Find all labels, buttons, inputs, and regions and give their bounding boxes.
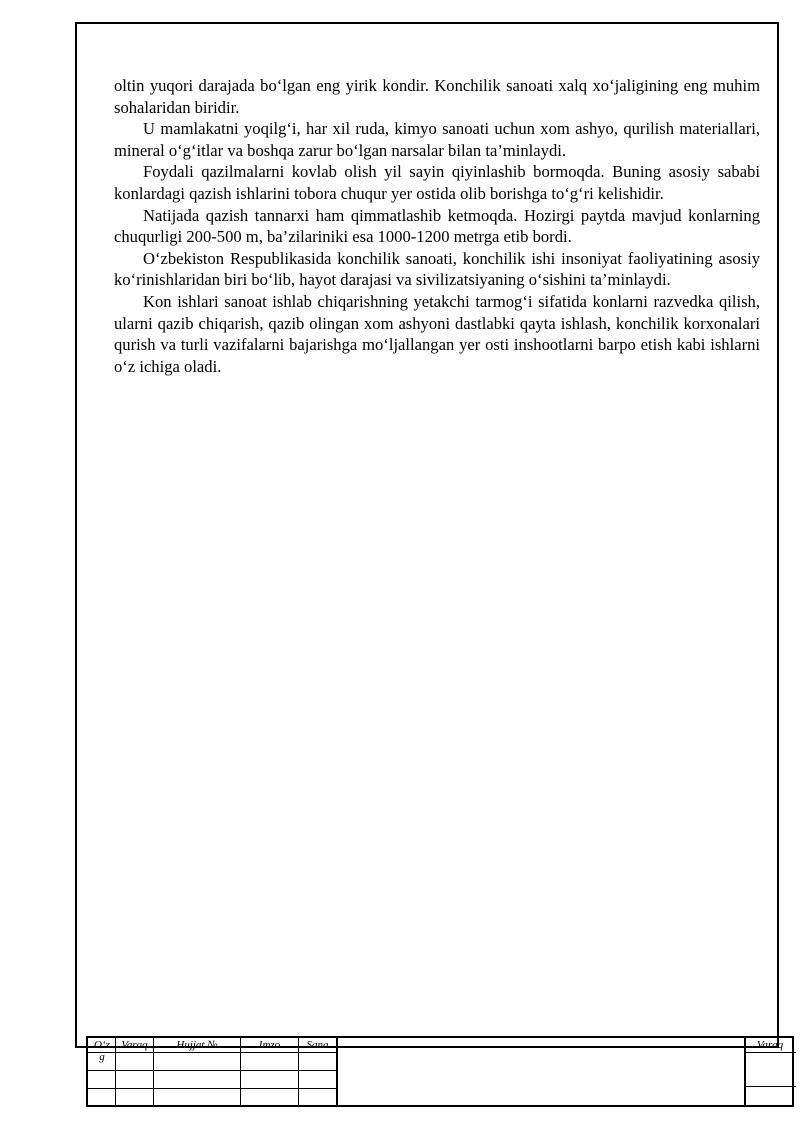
stamp-label-sana: Sana (306, 1039, 329, 1051)
paragraph-2: U mamlakatni yoqilg‘i, har xil ruda, kimyo sanoati uchun xom ashyo, qurilish materiallari, mineral o‘g‘itlar va boshqa zarur bo‘lgan narsalar bilan ta’minlaydi. (114, 119, 760, 160)
stamp-label-varaq: Varaq (121, 1039, 148, 1051)
stamp-sheet-line (744, 1052, 796, 1053)
stamp-row-line (88, 1052, 336, 1053)
paragraph-1: oltin yuqori darajada bo‘lgan eng yirik kondir. Konchilik sanoati xalq xo‘jaligining eng muhim sohalaridan biridir. (114, 76, 760, 117)
paragraph-6: Kon ishlari sanoat ishlab chiqarishning yetakchi tarmog‘i sifatida konlarni razvedka qilish, ularni qazib chiqarish, qazib olingan xom ashyoni dastlabki qayta ishlash, konchilik korxonalari qurish va turli vazifalarni bajarishga mo‘ljallangan yer osti inshootlarni barpo etish kabi ishlarni o‘z ichiga oladi. (114, 291, 760, 376)
paragraph-5: O‘zbekiston Respublikasida konchilik sanoati, konchilik ishi insoniyat faoliyatining asosiy ko‘rinishlaridan biri bo‘lib, hayot darajasi va sivilizatsiyaning o‘sishini ta’minlaydi. (114, 248, 760, 290)
stamp-label-imzo: Imzo (258, 1039, 281, 1051)
stamp-label-hujjat: Hujjat № (176, 1039, 218, 1051)
stamp-divider (336, 1038, 338, 1105)
document-body (114, 75, 760, 377)
stamp-row-line (88, 1088, 336, 1089)
stamp-row-line (88, 1070, 336, 1071)
stamp-sheet-line (744, 1086, 796, 1087)
paragraph-4: Natijada qazish tannarxi ham qimmatlashib ketmoqda. Hozirgi paytda mavjud konlarning chuqurligi 200-500 m, ba’zilariniki esa 1000-1200 metrga etib bordi. (114, 205, 760, 247)
stamp-label-sheet: Varaq (756, 1039, 784, 1051)
title-block (86, 1036, 794, 1107)
stamp-label-ozg: O‘z g (94, 1039, 110, 1063)
paragraph-3: Foydali qazilmalarni kovlab olish yil sayin qiyinlashib bormoqda. Buning asosiy sababi konlardagi qazish ishlarini tobora chuqur yer ostida olib borishga to‘g‘ri kelishidir. (114, 162, 760, 203)
